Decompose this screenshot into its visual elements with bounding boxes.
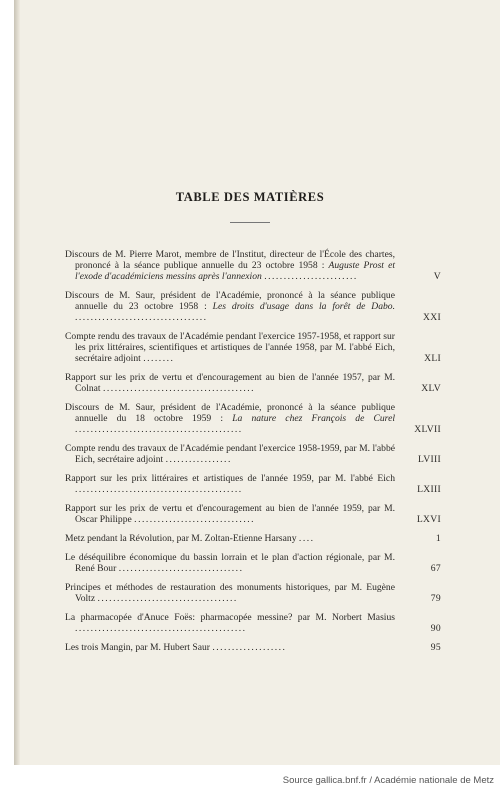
toc-entry	[65, 402, 441, 435]
entry-page: LXIII	[417, 484, 441, 495]
entry-page: 90	[430, 623, 441, 634]
entry-text: Compte rendu des travaux de l'Académie pendant l'exercice 1958-1959, par M. l'abbé Eich, secrétaire adjoint	[65, 443, 395, 465]
entry-dots: .......................................	[103, 383, 256, 394]
source-footer: Source gallica.bnf.fr / Académie nationale de Metz	[282, 775, 494, 786]
toc-entry	[65, 503, 441, 525]
toc-list	[65, 249, 441, 661]
entry-page: XXI	[423, 312, 441, 323]
entry-page: 67	[430, 563, 441, 574]
entry-page: XLV	[421, 383, 441, 394]
entry-dots: ..................................	[75, 312, 208, 323]
entry-text: Metz pendant la Révolution, par M. Zoltan-Etienne Harsany	[65, 533, 297, 544]
toc-entry	[65, 473, 441, 495]
page-spine	[0, 0, 14, 765]
entry-page: XLVII	[414, 424, 441, 435]
toc-entry	[65, 372, 441, 394]
entry-page: 95	[430, 642, 441, 653]
entry-page: LXVI	[416, 514, 441, 525]
entry-italic: Auguste Prost et l'exode d'académiciens messins après l'annexion	[75, 260, 395, 282]
toc-entry	[65, 290, 441, 323]
entry-page: 1	[435, 533, 441, 544]
entry-dots: .................	[165, 454, 232, 465]
toc-entry	[65, 642, 441, 653]
toc-entry	[65, 443, 441, 465]
entry-dots: ...........................................	[75, 484, 243, 495]
toc-entry	[65, 331, 441, 364]
entry-page: V	[433, 271, 441, 282]
entry-text: Rapport sur les prix littéraires et artistiques de l'année 1959, par M. l'abbé Eich	[65, 473, 395, 484]
toc-entry	[65, 582, 441, 604]
page-title: TABLE DES MATIÈRES	[175, 190, 325, 204]
entry-dots: ....................................	[97, 593, 238, 604]
entry-dots: ........	[143, 353, 175, 364]
entry-page: LVIII	[418, 454, 441, 465]
entry-text: La pharmacopée d'Anuce Foës: pharmacopée messine? par M. Norbert Masius	[65, 612, 395, 623]
entry-text: Les trois Mangin, par M. Hubert Saur	[65, 642, 210, 653]
entry-text: Principes et méthodes de restauration des monuments historiques, par M. Eugène Voltz	[65, 582, 395, 604]
toc-entry	[65, 552, 441, 574]
entry-dots: ................................	[118, 563, 244, 574]
entry-italic: La nature chez François de Curel	[232, 413, 395, 424]
entry-text: Compte rendu des travaux de l'Académie pendant l'exercice 1957-1958, et rapport sur les prix littéraires, scientifiques et artistiques de l'année 1958, par M. l'abbé Eich, secrétaire adjoint	[65, 331, 395, 364]
entry-page: 79	[430, 593, 441, 604]
entry-dots: ...............................	[134, 514, 256, 525]
page-gutter	[14, 0, 20, 765]
toc-entry	[65, 612, 441, 634]
entry-text: Discours de M. Saur, président de l'Académie, prononcé à la séance publique annuelle du 18 octobre 1959 :	[65, 402, 395, 424]
entry-dots: ............................................	[75, 623, 247, 634]
entry-text: Le déséquilibre économique du bassin lorrain et le plan d'action régionale, par M. René Bour	[65, 552, 395, 574]
entry-dots: ...................	[212, 642, 287, 653]
toc-entry	[65, 249, 441, 282]
entry-text: Rapport sur les prix de vertu et d'encouragement au bien de l'année 1957, par M. Colnat	[65, 372, 395, 394]
entry-dots: ...........................................	[75, 424, 243, 435]
entry-dots: ........................	[264, 271, 358, 282]
entry-text: Discours de M. Saur, président de l'Académie, prononcé à la séance publique annuelle du 23 octobre 1958 :	[65, 290, 395, 312]
title-rule	[230, 222, 270, 223]
entry-text: Rapport sur les prix de vertu et d'encouragement au bien de l'année 1959, par M. Oscar Philippe	[65, 503, 395, 525]
entry-text: Discours de M. Pierre Marot, membre de l'Institut, directeur de l'École des chartes, prononcé à la séance publique annuelle du 23 octobre 1958 :	[65, 249, 395, 271]
entry-page: XLI	[424, 353, 441, 364]
entry-italic: Les droits d'usage dans la forêt de Dabo.	[212, 301, 395, 312]
entry-dots: ....	[298, 533, 315, 544]
toc-entry	[65, 533, 441, 544]
